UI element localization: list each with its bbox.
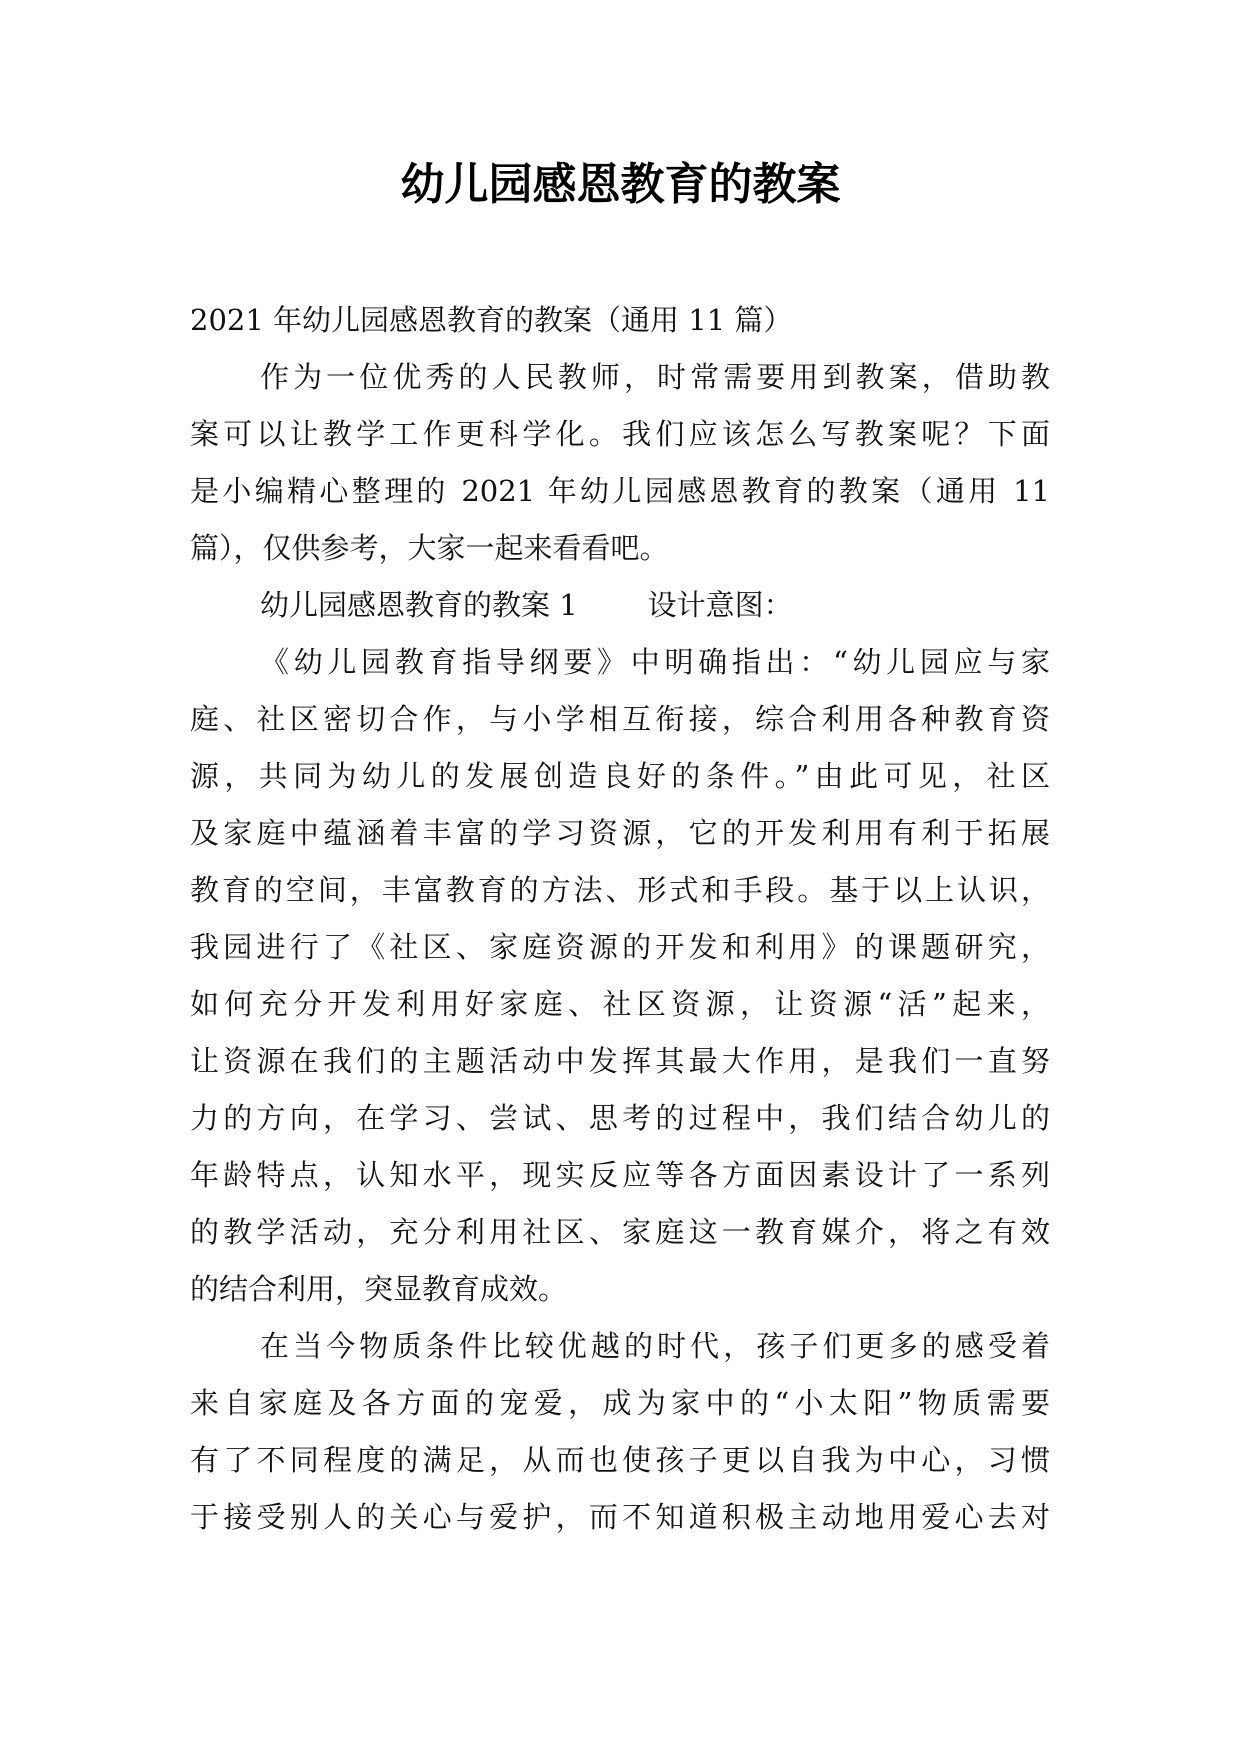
paragraph-line: 于接受别人的关心与爱护，而不知道积极主动地用爱心去对 [190, 1500, 1050, 1534]
document-title: 幼儿园感恩教育的教案 [400, 159, 841, 210]
section-heading: 幼儿园感恩教育的教案 1 [260, 588, 578, 622]
design-intent-label: 设计意图： [647, 588, 793, 622]
paragraph-line: 如何充分开发利用好家庭、社区资源，让资源“活”起来， [190, 987, 1050, 1021]
paragraph-line: 庭、社区密切合作，与小学相互衔接，综合利用各种教育资 [190, 702, 1050, 736]
paragraph-line: 《幼儿园教育指导纲要》中明确指出：“幼儿园应与家 [260, 645, 1050, 679]
paragraph-line: 年龄特点，认知水平，现实反应等各方面因素设计了一系列 [190, 1158, 1050, 1192]
paragraph-line: 及家庭中蕴涵着丰富的学习资源，它的开发利用有利于拓展 [190, 816, 1050, 850]
paragraph-line: 在当今物质条件比较优越的时代，孩子们更多的感受着 [260, 1329, 1050, 1363]
paragraph-line: 篇），仅供参考，大家一起来看看吧。 [190, 531, 669, 565]
paragraph-line: 作为一位优秀的人民教师，时常需要用到教案，借助教 [260, 360, 1050, 394]
paragraph-line: 的结合利用，突显教育成效。 [190, 1272, 568, 1306]
paragraph-line: 力的方向，在学习、尝试、思考的过程中，我们结合幼儿的 [190, 1101, 1050, 1135]
paragraph-line: 让资源在我们的主题活动中发挥其最大作用，是我们一直努 [190, 1044, 1050, 1078]
paragraph-line: 是小编精心整理的 2021 年幼儿园感恩教育的教案（通用 11 [190, 474, 1050, 508]
paragraph-line: 教育的空间，丰富教育的方法、形式和手段。基于以上认识， [190, 873, 1050, 907]
paragraph-line: 我园进行了《社区、家庭资源的开发和利用》的课题研究， [190, 930, 1050, 964]
paragraph-line: 案可以让教学工作更科学化。我们应该怎么写教案呢？下面 [190, 417, 1050, 451]
subtitle-line: 2021 年幼儿园感恩教育的教案（通用 11 篇） [190, 303, 793, 337]
document-body [190, 292, 1050, 1546]
section-heading-line [190, 577, 1050, 634]
paragraph-line: 有了不同程度的满足，从而也使孩子更以自我为中心，习惯 [190, 1443, 1050, 1477]
paragraph-line: 来自家庭及各方面的宠爱，成为家中的“小太阳”物质需要 [190, 1386, 1050, 1420]
paragraph-line: 的教学活动，充分利用社区、家庭这一教育媒介，将之有效 [190, 1215, 1050, 1249]
paragraph-line: 源，共同为幼儿的发展创造良好的条件。”由此可见，社区 [190, 759, 1050, 793]
